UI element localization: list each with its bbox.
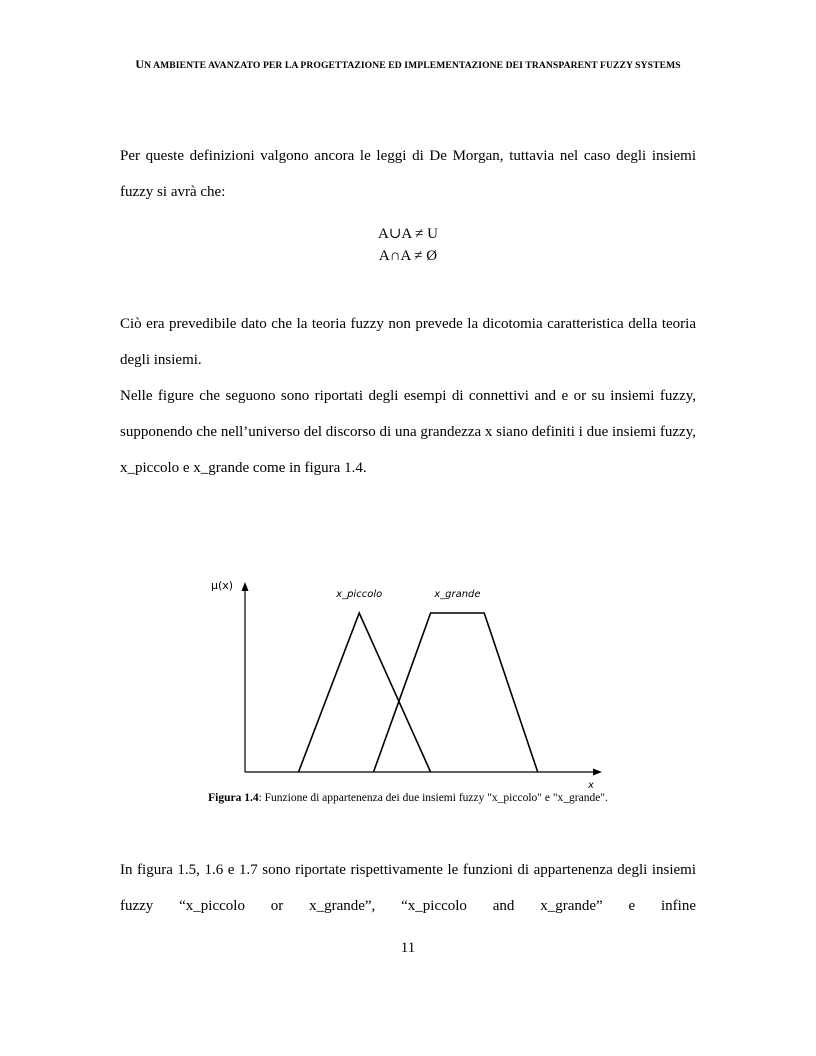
x-axis-arrow xyxy=(593,769,602,776)
y-axis-label: µ(x) xyxy=(211,579,234,592)
formula-intersection: A∩A ≠ Ø xyxy=(378,248,438,264)
running-header xyxy=(120,57,696,72)
series-line-x-grande xyxy=(374,613,538,772)
y-axis-arrow xyxy=(242,582,249,591)
header-rest: N AMBIENTE AVANZATO PER LA PROGETTAZIONE ED IMPLEMENTAZIONE DEI TRANSPARENT FUZZY SYSTEMS xyxy=(144,60,681,71)
figure-membership-chart xyxy=(205,573,607,790)
formula-union: A∪A ≠ U xyxy=(378,226,438,242)
series-label-x-piccolo: x_piccolo xyxy=(336,589,383,600)
x-axis-label: x xyxy=(588,780,594,790)
membership-chart xyxy=(205,573,607,790)
paragraph-de-morgan: Per queste definizioni valgono ancora le leggi di De Morgan, tuttavia nel caso degli insiemi fuzzy si avrà che: xyxy=(120,148,696,200)
caption-text: : Funzione di appartenenza dei due insiemi fuzzy "x_piccolo" e "x_grande". xyxy=(258,792,608,804)
paragraph-connettivi: Nelle figure che seguono sono riportati degli esempi di connettivi and e or su insiemi fuzzy, supponendo che nell’universo del discorso di una grandezza x siano definiti i due insiemi fuzzy, x_piccolo e x_grande come in figura 1.4. xyxy=(120,388,696,476)
page-number: 11 xyxy=(400,940,416,956)
series-label-x-grande: x_grande xyxy=(434,589,481,600)
series-line-x-piccolo xyxy=(299,613,431,772)
paragraph-dicotomia: Ciò era prevedibile dato che la teoria fuzzy non prevede la dicotomia caratteristica della teoria degli insiemi. xyxy=(120,316,696,368)
paragraph-figure-refs: In figura 1.5, 1.6 e 1.7 sono riportate rispettivamente le funzioni di appartenenza degli insiemi fuzzy “x_piccolo or x_grande”, “x_piccolo and x_grande” e infine xyxy=(120,862,696,914)
figure-caption xyxy=(0,792,816,804)
caption-label: Figura 1.4 xyxy=(208,792,259,804)
header-initial: U xyxy=(135,57,145,71)
